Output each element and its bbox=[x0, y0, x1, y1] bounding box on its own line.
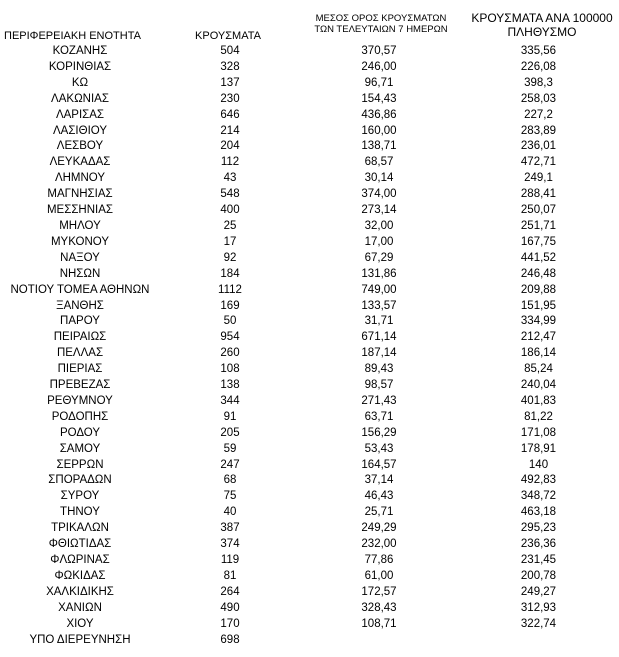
per-100000-cell: 250,07 bbox=[520, 204, 557, 217]
per-100000-cell: 295,23 bbox=[520, 522, 557, 535]
average-cell: 232,00 bbox=[361, 538, 397, 551]
average-cell: 25,71 bbox=[364, 506, 394, 519]
average-cell: 187,14 bbox=[361, 347, 397, 360]
cases-cell: 119 bbox=[220, 554, 240, 566]
per-100000-cell: 236,01 bbox=[520, 140, 557, 153]
average-cell: 374,00 bbox=[361, 188, 397, 201]
cases-cell: 490 bbox=[220, 601, 240, 614]
table-row bbox=[0, 187, 619, 203]
average-cell: 53,43 bbox=[364, 442, 394, 455]
region-cell: ΤΗΝΟΥ bbox=[60, 506, 100, 519]
cases-cell: 91 bbox=[223, 410, 237, 423]
table-row bbox=[0, 458, 619, 474]
average-cell: 156,29 bbox=[361, 426, 397, 439]
region-cell: ΚΟΖΑΝΗΣ bbox=[52, 45, 108, 57]
header-seven-day-average bbox=[296, 14, 466, 36]
table-row bbox=[0, 314, 619, 330]
region-cell: ΜΕΣΣΗΝΙΑΣ bbox=[46, 204, 114, 217]
average-cell: 61,00 bbox=[364, 569, 394, 582]
per-100000-cell: 334,99 bbox=[520, 315, 557, 328]
header-avg-line2: ΤΩΝ ΤΕΛΕΥΤΑΙΩΝ 7 ΗΜΕΡΩΝ bbox=[314, 23, 448, 35]
cases-cell: 1112 bbox=[218, 283, 242, 296]
average-cell: 63,71 bbox=[364, 410, 394, 423]
per-100000-cell: 85,24 bbox=[524, 363, 553, 376]
table-row bbox=[0, 553, 619, 569]
per-100000-cell: 226,08 bbox=[520, 60, 557, 73]
average-cell: 67,29 bbox=[364, 251, 394, 264]
table-row bbox=[0, 633, 619, 649]
region-cell: ΠΡΕΒΕΖΑΣ bbox=[49, 379, 111, 392]
average-cell: 246,00 bbox=[361, 60, 397, 73]
table-row bbox=[0, 92, 619, 108]
table-row bbox=[0, 124, 619, 140]
cases-cell: 75 bbox=[223, 490, 237, 503]
per-100000-cell: 251,71 bbox=[520, 219, 557, 232]
per-100000-cell: 231,45 bbox=[520, 554, 557, 566]
table-row bbox=[0, 346, 619, 362]
average-cell: 31,71 bbox=[364, 315, 394, 328]
cases-cell: 112 bbox=[220, 156, 240, 169]
average-cell: 172,57 bbox=[361, 585, 397, 598]
table-row bbox=[0, 521, 619, 537]
cases-cell: 92 bbox=[223, 251, 237, 264]
cases-cell: 698 bbox=[220, 633, 240, 646]
average-cell: 328,43 bbox=[361, 601, 397, 614]
cases-cell: 205 bbox=[220, 426, 240, 439]
table-row bbox=[0, 76, 619, 92]
per-100000-cell: 288,41 bbox=[520, 188, 557, 201]
header-per-100000 bbox=[458, 12, 619, 40]
average-cell: 133,57 bbox=[361, 299, 397, 312]
per-100000-cell: 178,91 bbox=[520, 442, 557, 455]
cases-cell: 169 bbox=[220, 299, 240, 312]
cases-cell: 81 bbox=[223, 569, 237, 582]
average-cell: 370,57 bbox=[361, 45, 397, 57]
region-cell: ΜΑΓΝΗΣΙΑΣ bbox=[47, 188, 113, 201]
table-row bbox=[0, 362, 619, 378]
per-100000-cell: 227,2 bbox=[524, 108, 553, 121]
region-cell: ΞΑΝΘΗΣ bbox=[56, 299, 104, 312]
region-cell: ΡΕΘΥΜΝΟΥ bbox=[47, 394, 113, 407]
cases-cell: 170 bbox=[220, 617, 240, 630]
average-cell: 96,71 bbox=[364, 76, 394, 89]
average-cell: 271,43 bbox=[361, 394, 397, 407]
table-row bbox=[0, 410, 619, 426]
region-cell: ΠΑΡΟΥ bbox=[60, 315, 100, 328]
region-cell: ΧΑΝΙΩΝ bbox=[58, 601, 102, 614]
per-100000-cell: 398,3 bbox=[524, 76, 553, 89]
table-row bbox=[0, 489, 619, 505]
cases-cell: 43 bbox=[223, 172, 237, 185]
per-100000-cell: 492,83 bbox=[520, 474, 557, 487]
per-100000-cell: 81,22 bbox=[524, 410, 553, 423]
region-cell: ΣΑΜΟΥ bbox=[59, 442, 101, 455]
cases-cell: 247 bbox=[220, 458, 240, 471]
region-cell: ΝΗΣΩΝ bbox=[59, 267, 101, 280]
average-cell: 98,57 bbox=[364, 379, 394, 392]
table-row bbox=[0, 219, 619, 235]
cases-cell: 108 bbox=[220, 363, 240, 376]
region-cell: ΛΑΣΙΘΙΟΥ bbox=[52, 124, 108, 137]
per-100000-cell: 186,14 bbox=[520, 347, 557, 360]
per-100000-cell: 209,88 bbox=[520, 283, 557, 296]
average-cell: 108,71 bbox=[361, 617, 397, 630]
header-avg-line1: ΜΕΣΟΣ ΟΡΟΣ ΚΡΟΥΣΜΑΤΩΝ bbox=[315, 13, 447, 24]
cases-cell: 328 bbox=[220, 60, 240, 73]
average-cell: 46,43 bbox=[364, 490, 394, 503]
per-100000-cell: 236,36 bbox=[520, 538, 557, 551]
per-100000-cell: 249,1 bbox=[524, 172, 553, 185]
per-100000-cell: 348,72 bbox=[520, 490, 557, 503]
table-row bbox=[0, 394, 619, 410]
table-row bbox=[0, 60, 619, 76]
table-row bbox=[0, 442, 619, 458]
per-100000-cell: 312,93 bbox=[520, 601, 557, 614]
region-cell: ΡΟΔΟΥ bbox=[59, 426, 101, 439]
average-cell: 273,14 bbox=[361, 204, 397, 217]
table-row bbox=[0, 251, 619, 267]
cases-cell: 548 bbox=[220, 188, 240, 201]
cases-cell: 50 bbox=[223, 315, 237, 328]
table-row bbox=[0, 203, 619, 219]
table-row bbox=[0, 44, 619, 60]
region-cell: ΛΕΥΚΑΔΑΣ bbox=[49, 156, 111, 169]
region-cell: ΣΥΡΟΥ bbox=[60, 490, 100, 503]
table-row bbox=[0, 235, 619, 251]
table-row bbox=[0, 569, 619, 585]
region-cell: ΠΙΕΡΙΑΣ bbox=[57, 363, 103, 376]
region-cell: ΚΟΡΙΝΘΙΑΣ bbox=[48, 60, 112, 73]
average-cell: 17,00 bbox=[364, 235, 394, 248]
region-cell: ΛΗΜΝΟΥ bbox=[54, 172, 106, 185]
cases-table bbox=[0, 44, 619, 648]
cases-cell: 68 bbox=[223, 474, 237, 487]
average-cell: 154,43 bbox=[361, 92, 397, 105]
table-row bbox=[0, 505, 619, 521]
table-row bbox=[0, 108, 619, 124]
per-100000-cell: 472,71 bbox=[520, 156, 557, 169]
table-row bbox=[0, 139, 619, 155]
table-row bbox=[0, 426, 619, 442]
average-cell: 89,43 bbox=[364, 363, 394, 376]
per-100000-cell: 258,03 bbox=[520, 92, 557, 105]
average-cell: 249,29 bbox=[361, 522, 397, 535]
per-100000-cell: 441,52 bbox=[520, 251, 557, 264]
header-cases: ΚΡΟΥΣΜΑΤΑ bbox=[195, 30, 261, 42]
cases-cell: 17 bbox=[223, 235, 237, 248]
average-cell: 436,86 bbox=[361, 108, 397, 121]
cases-cell: 204 bbox=[220, 140, 240, 153]
per-100000-cell: 151,95 bbox=[520, 299, 557, 312]
header-region: ΠΕΡΙΦΕΡΕΙΑΚΗ ΕΝΟΤΗΤΑ bbox=[4, 30, 141, 42]
per-100000-cell: 167,75 bbox=[520, 235, 557, 248]
table-row bbox=[0, 267, 619, 283]
cases-cell: 138 bbox=[220, 379, 240, 392]
per-100000-cell: 171,08 bbox=[520, 426, 557, 439]
per-100000-cell: 140 bbox=[528, 458, 549, 471]
table-row bbox=[0, 299, 619, 315]
cases-cell: 504 bbox=[220, 45, 240, 57]
table-row bbox=[0, 155, 619, 171]
region-cell: ΚΩ bbox=[71, 76, 89, 89]
region-cell: ΤΡΙΚΑΛΩΝ bbox=[51, 522, 109, 535]
region-cell: ΛΑΡΙΣΑΣ bbox=[55, 108, 105, 121]
region-cell: ΣΠΟΡΑΔΩΝ bbox=[48, 474, 112, 487]
average-cell: 164,57 bbox=[361, 458, 397, 471]
cases-cell: 59 bbox=[223, 442, 237, 455]
cases-cell: 260 bbox=[220, 347, 240, 360]
cases-cell: 264 bbox=[220, 585, 240, 598]
region-cell: ΥΠΟ ΔΙΕΡΕΥΝΗΣΗ bbox=[29, 633, 131, 646]
cases-cell: 25 bbox=[223, 219, 237, 232]
region-cell: ΝΟΤΙΟΥ ΤΟΜΕΑ ΑΘΗΝΩΝ bbox=[10, 283, 150, 296]
region-cell: ΦΩΚΙΔΑΣ bbox=[54, 569, 106, 582]
header-per-line1: ΚΡΟΥΣΜΑΤΑ ΑΝΑ 100000 bbox=[471, 11, 613, 25]
average-cell: 68,57 bbox=[364, 156, 394, 169]
cases-cell: 387 bbox=[220, 522, 240, 535]
region-cell: ΜΗΛΟΥ bbox=[59, 219, 101, 232]
region-cell: ΠΕΛΛΑΣ bbox=[56, 347, 104, 360]
average-cell: 131,86 bbox=[361, 267, 397, 280]
average-cell: 138,71 bbox=[361, 140, 397, 153]
region-cell: ΠΕΙΡΑΙΩΣ bbox=[53, 331, 107, 344]
average-cell bbox=[300, 633, 458, 649]
table-row bbox=[0, 585, 619, 601]
cases-cell: 400 bbox=[220, 204, 240, 217]
header-per-line2: ΠΛΗΘΥΣΜΟ bbox=[507, 24, 577, 39]
per-100000-cell: 283,89 bbox=[520, 124, 557, 137]
table-row bbox=[0, 330, 619, 346]
table-body bbox=[0, 44, 619, 648]
region-cell: ΜΥΚΟΝΟΥ bbox=[50, 235, 110, 248]
region-cell: ΛΑΚΩΝΙΑΣ bbox=[51, 92, 109, 105]
per-100000-cell: 249,27 bbox=[520, 585, 557, 598]
region-cell: ΡΟΔΟΠΗΣ bbox=[51, 410, 109, 423]
table-row bbox=[0, 283, 619, 299]
average-cell: 30,14 bbox=[364, 172, 394, 185]
average-cell: 37,14 bbox=[364, 474, 394, 487]
region-cell: ΛΕΣΒΟΥ bbox=[56, 140, 104, 153]
per-100000-cell: 401,83 bbox=[520, 394, 557, 407]
cases-cell: 954 bbox=[220, 331, 240, 344]
region-cell: ΧΑΛΚΙΔΙΚΗΣ bbox=[46, 585, 114, 598]
cases-cell: 230 bbox=[220, 92, 240, 105]
per-100000-cell: 322,74 bbox=[520, 617, 557, 630]
cases-cell: 344 bbox=[220, 394, 240, 407]
table-row bbox=[0, 617, 619, 633]
table-row bbox=[0, 601, 619, 617]
table-row bbox=[0, 171, 619, 187]
cases-cell: 374 bbox=[220, 538, 240, 551]
cases-cell: 184 bbox=[220, 267, 240, 280]
region-cell: ΦΛΩΡΙΝΑΣ bbox=[50, 554, 110, 566]
per-100000-cell: 335,56 bbox=[520, 45, 557, 57]
region-cell: ΦΘΙΩΤΙΔΑΣ bbox=[48, 538, 112, 551]
average-cell: 77,86 bbox=[364, 554, 394, 566]
region-cell: ΣΕΡΡΩΝ bbox=[56, 458, 104, 471]
table-row bbox=[0, 537, 619, 553]
table-row bbox=[0, 378, 619, 394]
average-cell: 671,14 bbox=[361, 331, 397, 344]
average-cell: 32,00 bbox=[364, 219, 394, 232]
per-100000-cell bbox=[458, 633, 619, 649]
cases-cell: 646 bbox=[220, 108, 240, 121]
per-100000-cell: 200,78 bbox=[520, 569, 557, 582]
average-cell: 749,00 bbox=[361, 283, 397, 296]
per-100000-cell: 463,18 bbox=[520, 506, 557, 519]
cases-cell: 40 bbox=[223, 506, 237, 519]
region-cell: ΝΑΞΟΥ bbox=[60, 251, 100, 264]
table-row bbox=[0, 473, 619, 489]
region-cell: ΧΙΟΥ bbox=[66, 617, 94, 630]
cases-cell: 137 bbox=[220, 76, 240, 89]
per-100000-cell: 240,04 bbox=[520, 379, 557, 392]
average-cell: 160,00 bbox=[361, 124, 397, 137]
cases-cell: 214 bbox=[220, 124, 240, 137]
per-100000-cell: 246,48 bbox=[520, 267, 557, 280]
per-100000-cell: 212,47 bbox=[520, 331, 557, 344]
